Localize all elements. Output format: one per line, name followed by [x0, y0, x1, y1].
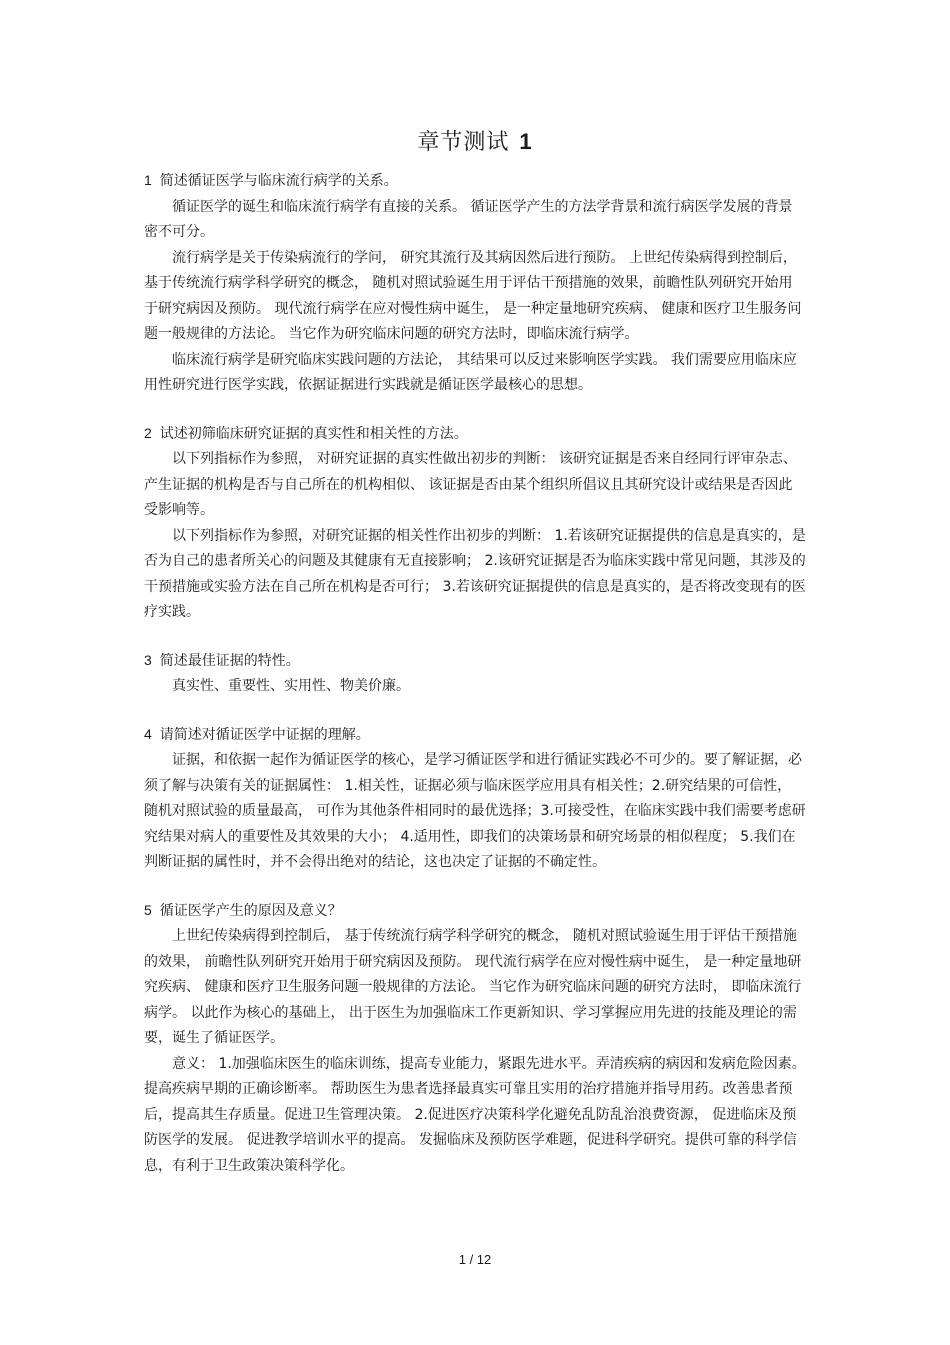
section-spacer: [144, 876, 806, 898]
question-heading: [144, 648, 806, 675]
question-heading: [144, 168, 806, 195]
section-5: [144, 898, 806, 1180]
answer-paragraph: 以下列指标作为参照，对研究证据的相关性作出初步的判断： 1.若该研究证据提供的信息是真实的，是否为自己的患者所关心的问题及其健康有无直接影响； 2.该研究证据是否为临床实践中常见问题，其涉及的干预措施或实验方法在自己所在机构是否可行； 3.若该研究证据提供的信息是真实的，是否将改变现有的医疗实践。: [144, 527, 806, 620]
question-text: 简述循证医学与临床流行病学的关系。: [159, 173, 398, 189]
title-number: 1: [519, 129, 533, 154]
section-1: [144, 168, 806, 399]
question-text: 简述最佳证据的特性。: [159, 652, 300, 669]
page-number: 1 / 12: [458, 1252, 492, 1267]
question-number: 5: [144, 901, 152, 918]
answer-paragraph: 流行病学是关于传染病流行的学问， 研究其流行及其病因然后进行预防。 上世纪传染病得到控制后， 基于传统流行病学科学研究的概念， 随机对照试验诞生用于评估干预措施的效果，前瞻性队列研究开始用于研究病因及预防。 现代流行病学在应对慢性病中诞生， 是一种定量地研究疾病、 健康和医疗卫生服务问题一般规律的方法论。 当它作为研究临床问题的研究方法时，即临床流行病学。: [144, 249, 802, 342]
question-heading: [144, 722, 806, 749]
document-body: [144, 168, 806, 1179]
answer-paragraph: 临床流行病学是研究临床实践问题的方法论， 其结果可以反过来影响医学实践。 我们需要应用临床应用性研究进行医学实践，依据证据进行实践就是循证医学最核心的思想。: [144, 351, 797, 393]
section-spacer: [144, 700, 806, 722]
answer-paragraph: 证据，和依据一起作为循证医学的核心，是学习循证医学和进行循证实践必不可少的。要了解证据，必须了解与决策有关的证据属性： 1.相关性，证据必须与临床医学应用具有相关性；2.研究结果的可信性， 随机对照试验的质量最高， 可作为其他条件相同时的最优选择；3.可接受性，在临床实践中我们需要考虑研究结果对病人的重要性及其效果的大小； 4.适用性，即我们的决策场景和研究场景的相似程度； 5.我们在判断证据的属性时，并不会得出绝对的结论，这也决定了证据的不确定性。: [144, 752, 806, 870]
title-text: 章节测试: [417, 130, 510, 155]
page-title: [0, 122, 950, 163]
section-3: [144, 648, 806, 700]
question-number: 1: [144, 172, 152, 188]
question-text: 循证医学产生的原因及意义？: [159, 902, 342, 919]
answer-paragraph: 上世纪传染病得到控制后， 基于传统流行病学科学研究的概念， 随机对照试验诞生用于评估干预措施的效果， 前瞻性队列研究开始用于研究病因及预防。 现代流行病学在应对慢性病中诞生， 是一种定量地研究疾病、 健康和医疗卫生服务问题一般规律的方法论。 当它作为研究临床问题的研究方法时， 即临床流行病学。 以此作为核心的基础上， 出于医生为加强临床工作更新知识、学习掌握应用先进的技能及理论的需要，诞生了循证医学。: [144, 928, 802, 1046]
question-text: 试述初筛临床研究证据的真实性和相关性的方法。: [159, 425, 468, 442]
answer-paragraph: 以下列指标作为参照， 对研究证据的真实性做出初步的判断： 该研究证据是否来自经同行评审杂志、 产生证据的机构是否与自己所在的机构相似、 该证据是否由某个组织所倡议且其研究设计或结果是否因此受影响等。: [144, 451, 797, 518]
question-heading: [144, 421, 806, 448]
question-number: 3: [144, 651, 152, 668]
section-4: [144, 722, 806, 876]
answer-paragraph: 意义： 1.加强临床医生的临床训练，提高专业能力，紧跟先进水平。弄清疾病的病因和发病危险因素。 提高疾病早期的正确诊断率。 帮助医生为患者选择最真实可靠且实用的治疗措施并指导用药。改善患者预后，提高其生存质量。促进卫生管理决策。 2.促进医疗决策科学化避免乱防乱治浪费资源， 促进临床及预防医学的发展。 促进教学培训水平的提高。 发掘临床及预防医学难题，促进科学研究。提供可靠的科学信息，有利于卫生政策决策科学化。: [144, 1055, 806, 1174]
answer-paragraph: 真实性、重要性、实用性、物美价廉。: [172, 678, 410, 694]
section-2: [144, 421, 806, 626]
question-text: 请简述对循证医学中证据的理解。: [159, 726, 370, 743]
question-heading: [144, 898, 806, 925]
question-number: 2: [144, 424, 152, 441]
section-spacer: [144, 399, 806, 421]
question-number: 4: [144, 725, 152, 742]
section-spacer: [144, 626, 806, 648]
answer-paragraph: 循证医学的诞生和临床流行病学有直接的关系。 循证医学产生的方法学背景和流行病医学发展的背景密不可分。: [144, 198, 793, 240]
